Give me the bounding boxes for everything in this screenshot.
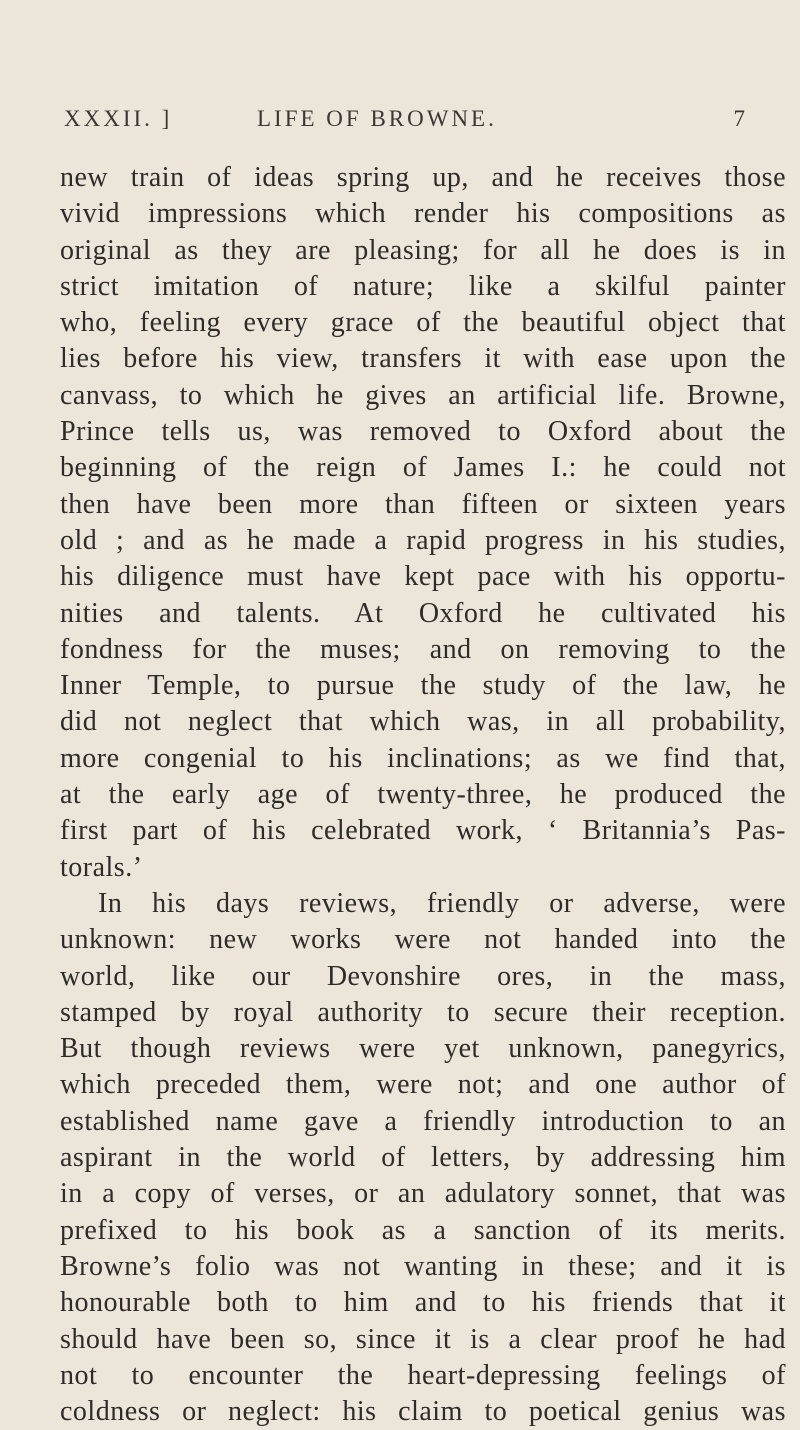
text-line: Inner Temple, to pursue the study of the law, he — [60, 670, 786, 702]
text-line: more congenial to his inclinations; as we find that, — [60, 742, 786, 774]
text-line: fondness for the muses; and on removing to the — [60, 633, 786, 665]
text-line: his diligence must have kept pace with his opportu- — [60, 561, 786, 593]
text-line: vivid impressions which render his compositions as — [60, 198, 786, 230]
text-line: Prince tells us, was removed to Oxford about the — [60, 416, 786, 448]
text-line: which preceded them, were not; and one author of — [60, 1069, 786, 1101]
text-line: unknown: new works were not handed into the — [60, 924, 786, 956]
text-line: first part of his celebrated work, ‘ Britannia’s Pas- — [60, 815, 786, 847]
text-line: torals.’ — [60, 851, 143, 883]
text-line: new train of ideas spring up, and he receives those — [60, 162, 786, 193]
text-line: in a copy of verses, or an adulatory sonnet, that was — [60, 1178, 786, 1210]
text-line: at the early age of twenty-three, he produced the — [60, 779, 786, 811]
text-line: coldness or neglect: his claim to poetical genius was — [60, 1396, 786, 1428]
text-line: established name gave a friendly introduction to an — [60, 1105, 786, 1137]
text-line: nities and talents. At Oxford he cultivated his — [60, 597, 786, 629]
text-line: old ; and as he made a rapid progress in his studies, — [60, 524, 786, 556]
chapter-number: XXXII. ] — [64, 106, 173, 131]
text-line: then have been more than fifteen or sixteen years — [60, 488, 786, 520]
text-line: should have been so, since it is a clear proof he had — [60, 1323, 786, 1355]
text-line: world, like our Devonshire ores, in the mass, — [60, 960, 786, 992]
running-title: LIFE OF BROWNE. — [257, 106, 497, 131]
text-line: honourable both to him and to his friends that it — [60, 1287, 786, 1319]
text-line: original as they are pleasing; for all he does is in — [60, 234, 786, 266]
text-line: aspirant in the world of letters, by addressing him — [60, 1142, 786, 1174]
body-text — [60, 160, 786, 1430]
text-line: In his days reviews, friendly or adverse, were — [98, 887, 786, 919]
text-line: beginning of the reign of James I.: he could not — [60, 452, 786, 484]
text-line: stamped by royal authority to secure their reception. — [60, 996, 786, 1028]
text-line: But though reviews were yet unknown, panegyrics, — [60, 1033, 786, 1065]
text-line: lies before his view, transfers it with ease upon the — [60, 343, 786, 375]
text-line: Browne’s folio was not wanting in these; and it is — [60, 1250, 786, 1282]
text-line: canvass, to which he gives an artificial life. Browne, — [60, 379, 786, 411]
text-line: strict imitation of nature; like a skilful painter — [60, 270, 786, 302]
text-line: prefixed to his book as a sanction of its merits. — [60, 1214, 786, 1246]
text-line: who, feeling every grace of the beautiful object that — [60, 307, 786, 339]
text-line: did not neglect that which was, in all probability, — [60, 706, 786, 738]
text-line: not to encounter the heart-depressing feelings of — [60, 1359, 786, 1391]
page-number: 7 — [733, 106, 748, 131]
running-head — [64, 106, 748, 140]
